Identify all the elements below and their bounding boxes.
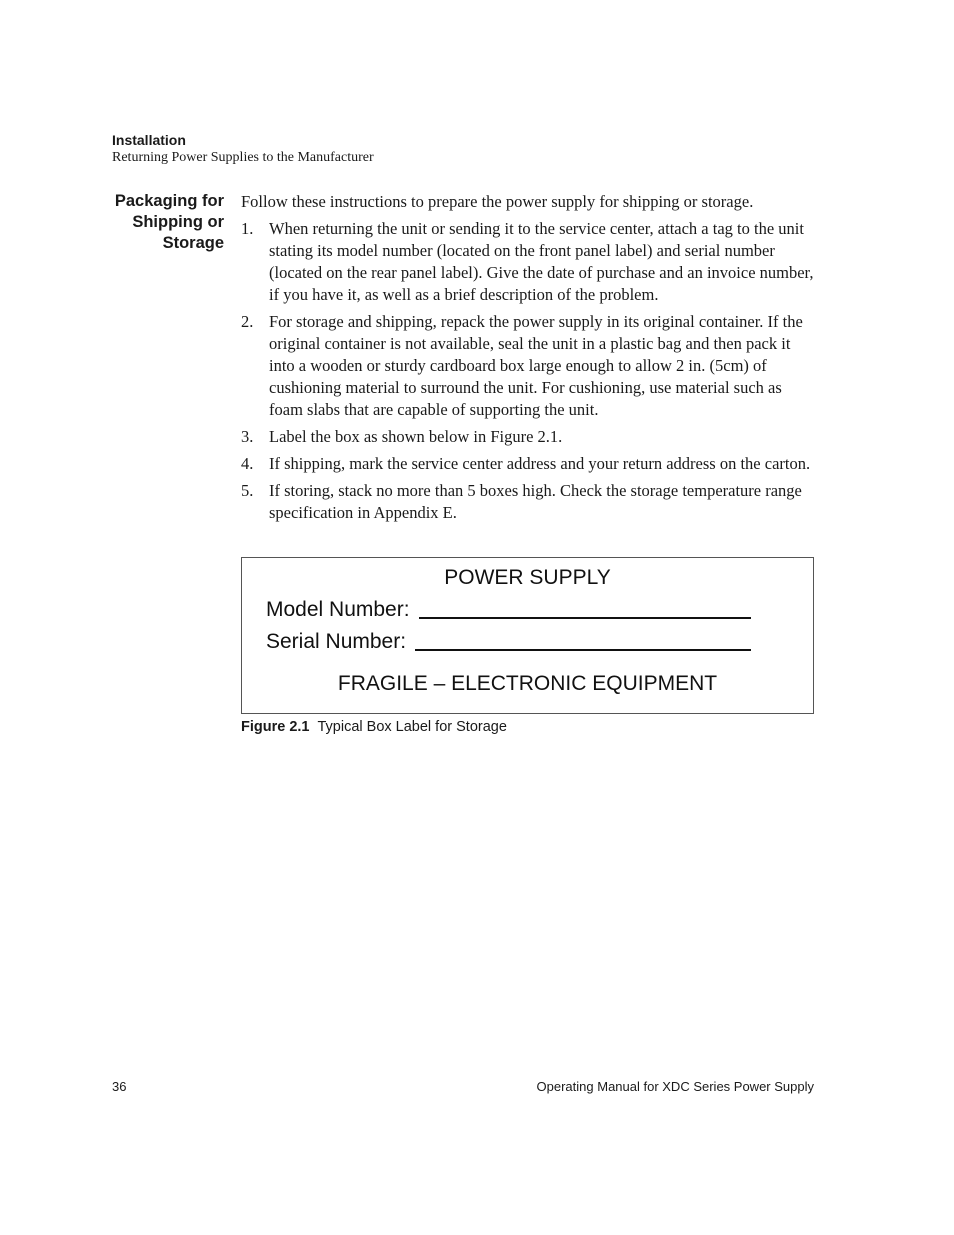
box-label-figure [241,557,814,714]
figure-caption [241,718,507,736]
chapter-title: Installation [112,132,186,148]
step-number: 2. [241,312,254,331]
serial-number-label: Serial Number: [266,630,407,653]
list-item [241,480,815,524]
serial-number-row [266,627,751,654]
side-heading-line-1: Packaging for [114,192,224,210]
model-number-blank-line [419,595,751,619]
serial-number-blank-line [415,627,751,651]
figure-caption-text: Typical Box Label for Storage [317,719,507,735]
section-title: Returning Power Supplies to the Manufacturer [112,150,374,165]
step-text: If shipping, mark the service center address and your return address on the carton. [269,454,811,473]
figure-number: Figure 2.1 [241,719,310,735]
model-number-row [266,595,751,622]
side-heading-line-2: Shipping or [132,213,224,231]
list-item [241,311,815,421]
steps-list [241,218,815,524]
step-text: If storing, stack no more than 5 boxes high. Check the storage temperature range specification in Appendix E. [269,481,802,522]
side-heading-line-3: Storage [162,234,224,252]
fragile-warning: FRAGILE – ELECTRONIC EQUIPMENT [337,672,718,695]
list-item [241,218,815,306]
model-number-label: Model Number: [266,598,410,621]
step-text: For storage and shipping, repack the power supply in its original container. If the original container is not available, seal the unit in a plastic bag and then pack it into a wooden or sturdy cardboard box large enough to allow 2 in. (5cm) of cushioning material to surround the unit. For cushioning, use material such as foam slabs that are capable of supporting the unit. [269,312,803,419]
step-number: 4. [241,454,254,473]
list-item [241,453,815,475]
footer-manual-title: Operating Manual for XDC Series Power Supply [536,1079,814,1094]
step-number: 5. [241,481,254,500]
body-text [241,191,815,529]
list-item [241,426,815,448]
intro-paragraph: Follow these instructions to prepare the power supply for shipping or storage. [241,192,754,211]
page-number: 36 [112,1079,127,1094]
side-heading [100,191,224,254]
step-text: Label the box as shown below in Figure 2.1. [269,427,563,446]
step-number: 1. [241,219,254,238]
label-title [242,566,813,590]
step-number: 3. [241,427,254,446]
label-title-text: POWER SUPPLY [444,566,611,589]
step-text: When returning the unit or sending it to the service center, attach a tag to the unit stating its model number (located on the front panel label) and serial number (located on the rear panel label). Give the date of purchase and an invoice number, if you have it, as well as a brief description of the problem. [269,219,814,304]
running-head [112,131,374,167]
